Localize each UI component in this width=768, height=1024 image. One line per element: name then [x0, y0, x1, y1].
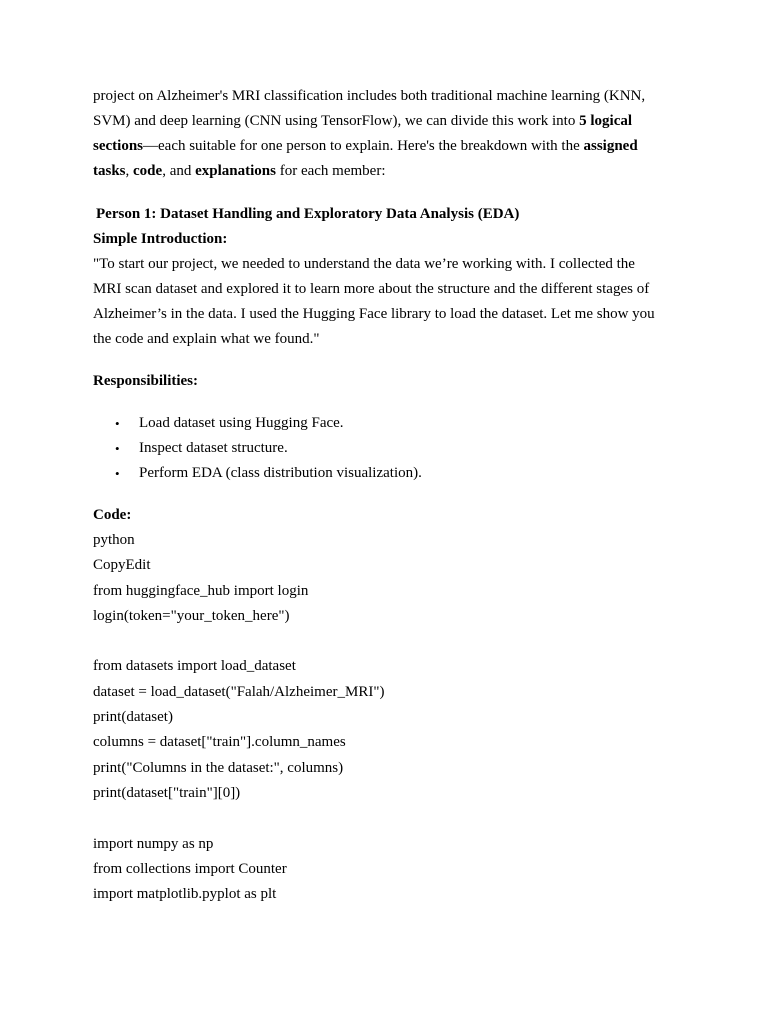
intro-text: —each suitable for one person to explain. Here's the breakdown with the: [143, 138, 584, 154]
quote-line: the code and explain what we found.": [93, 331, 320, 347]
list-item: [93, 411, 693, 436]
intro-line: [93, 159, 693, 184]
intro-text: project on Alzheimer's MRI classification includes both traditional machine learning (KNN,: [93, 88, 646, 104]
intro-label: Simple Introduction:: [93, 231, 228, 247]
code-line: CopyEdit: [93, 557, 151, 574]
intro-bold-text: assigned: [583, 138, 638, 154]
intro-bold-text: tasks: [93, 163, 126, 179]
quote-line: Alzheimer’s in the data. I used the Hugging Face library to load the dataset. Let me show you: [93, 306, 655, 322]
code-line: from collections import Counter: [93, 860, 287, 877]
document-page: [93, 84, 693, 907]
intro-text: , and: [162, 163, 196, 179]
intro-text: for each member:: [275, 163, 386, 179]
code-line: from datasets import load_dataset: [93, 658, 296, 675]
responsibilities-list: [93, 411, 693, 486]
intro-bold-text: explanations: [195, 163, 276, 179]
intro-line: [93, 109, 693, 134]
intro-text: ,: [125, 163, 134, 179]
intro-bold-text: sections: [93, 138, 143, 154]
code-line: dataset = load_dataset("Falah/Alzheimer_MRI"): [93, 683, 385, 700]
intro-bold-text: 5 logical: [579, 113, 633, 129]
code-line: login(token="your_token_here"): [93, 607, 290, 624]
intro-line: [93, 134, 693, 159]
intro-bold-text: code: [133, 163, 163, 179]
section-heading: Person 1: Dataset Handling and Exploratory Data Analysis (EDA): [96, 206, 520, 222]
quote-line: "To start our project, we needed to understand the data we’re working with. I collected the: [93, 256, 635, 272]
code-block: [93, 528, 693, 907]
bullet-icon: •: [115, 441, 120, 456]
code-line: python: [93, 532, 135, 548]
list-item-text: Inspect dataset structure.: [139, 440, 288, 456]
intro-text: SVM) and deep learning (CNN using TensorFlow), we can divide this work into: [93, 113, 580, 129]
responsibilities-label: Responsibilities:: [93, 373, 199, 389]
code-line: [93, 806, 693, 831]
code-line: print("Columns in the dataset:", columns): [93, 759, 344, 776]
intro-quote: [93, 252, 693, 352]
list-item: [93, 436, 693, 461]
code-line: [93, 629, 693, 654]
code-label: Code:: [93, 507, 132, 523]
list-item-text: Perform EDA (class distribution visualization).: [139, 465, 422, 481]
code-line: print(dataset["train"][0]): [93, 784, 241, 801]
intro-line: [93, 84, 693, 109]
quote-line: MRI scan dataset and explored it to learn more about the structure and the different stages of: [93, 281, 650, 297]
code-line: import matplotlib.pyplot as plt: [93, 886, 277, 903]
bullet-icon: •: [115, 466, 120, 481]
code-line: import numpy as np: [93, 835, 214, 852]
bullet-icon: •: [115, 416, 120, 431]
code-line: print(dataset): [93, 709, 173, 726]
code-line: columns = dataset["train"].column_names: [93, 734, 346, 751]
intro-paragraph: [93, 84, 693, 184]
list-item: [93, 461, 693, 486]
code-line: from huggingface_hub import login: [93, 582, 309, 599]
list-item-text: Load dataset using Hugging Face.: [139, 415, 344, 431]
